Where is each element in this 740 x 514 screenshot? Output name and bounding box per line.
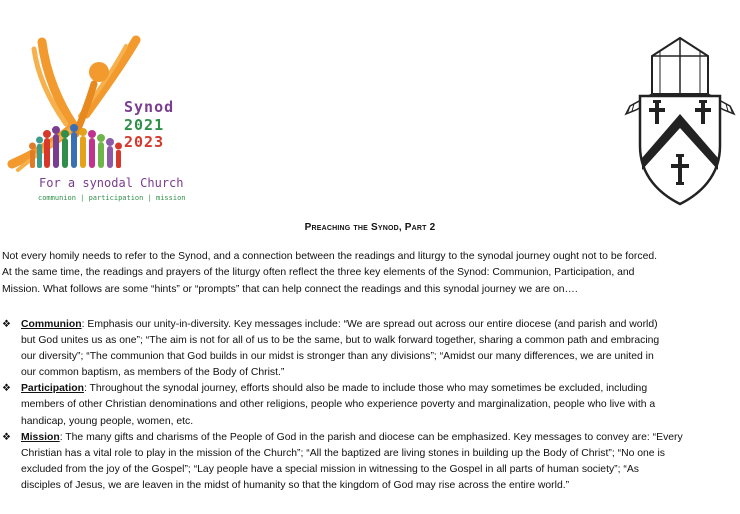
intro-line: Not every homily needs to refer to the Synod, and a connection between the readings and liturgy to the synodal journey ought not to be forced.	[2, 251, 658, 262]
bullet-line: : Emphasis our unity-in-diversity. Key messages include: “We are spread out across our entire diocese (and parish and world)	[81, 319, 658, 330]
bullet-line: our common baptism, as members of the Body of Christ.”	[21, 367, 285, 379]
bullet-line: : The many gifts and charisms of the People of God in the parish and diocese can be emphasized. Key messages to convey are: “Every	[59, 431, 683, 443]
bullet-line: excluded from the joy of the Gospel”; “Lay people have a special mission in witnessing to the Gospel in all parts of human society”; “As	[21, 463, 639, 475]
bullet-line: : Throughout the synodal journey, efforts should also be made to include those who may sometimes be excluded, including	[83, 383, 648, 395]
bullet-heading: Participation	[21, 383, 84, 395]
synod-logo	[4, 34, 209, 209]
synod-word: Synod	[124, 98, 175, 116]
diamond-bullet-icon: ❖	[2, 431, 11, 443]
diamond-bullet-icon: ❖	[2, 383, 11, 395]
bullet-line: disciples of Jesus, we are leaven in the midst of humanity so that the kingdom of God may rise across the entire world.”	[21, 479, 570, 491]
bullet-line: but God unites us as one”; “The aim is not for all of us to be the same, but to walk forward together, sharing a common path and embracing	[21, 335, 660, 347]
synod-year-end: 2023	[124, 133, 165, 151]
bullet-line: Christian has a vital role to play in the mission of the Church”; “All the baptized are living stones in building up the Body of Christ”; “No one is	[21, 447, 665, 459]
bullet-heading: Mission	[21, 431, 60, 443]
bullet-line: our diversity”; “The communion that God builds in our midst is stronger than any divisions”; “Amidst our many differences, we are united in	[21, 351, 654, 363]
bullet-line: members of other Christian denominations and other religions, people who experience poverty and marginalization, people who live with a	[21, 399, 656, 411]
synod-tagline: For a synodal Church	[39, 176, 184, 190]
intro-line: Mission. What follows are some “hints” or “prompts” that can help connect the readings and this synodal journey we are on….	[2, 283, 578, 295]
bullet-communion	[2, 317, 740, 381]
document-title: Preaching the Synod, Part 2	[304, 222, 436, 233]
intro-line: At the same time, the readings and prayers of the liturgy often reflect the three key elements of the Synod: Communion, Participation, and	[2, 267, 635, 279]
intro-paragraph	[2, 249, 740, 298]
synod-year-start: 2021	[124, 116, 165, 134]
bullet-participation	[2, 381, 740, 429]
bullet-line: handicap, young people, women, etc.	[21, 415, 194, 427]
diamond-bullet-icon: ❖	[2, 319, 11, 330]
synod-subtitle: communion | participation | mission	[38, 194, 186, 202]
diocesan-coat-of-arms-icon	[624, 36, 736, 208]
bullet-heading: Communion	[21, 319, 82, 330]
key-elements-list	[2, 317, 740, 494]
bullet-mission	[2, 430, 740, 494]
synod-figure-icon	[4, 34, 209, 174]
